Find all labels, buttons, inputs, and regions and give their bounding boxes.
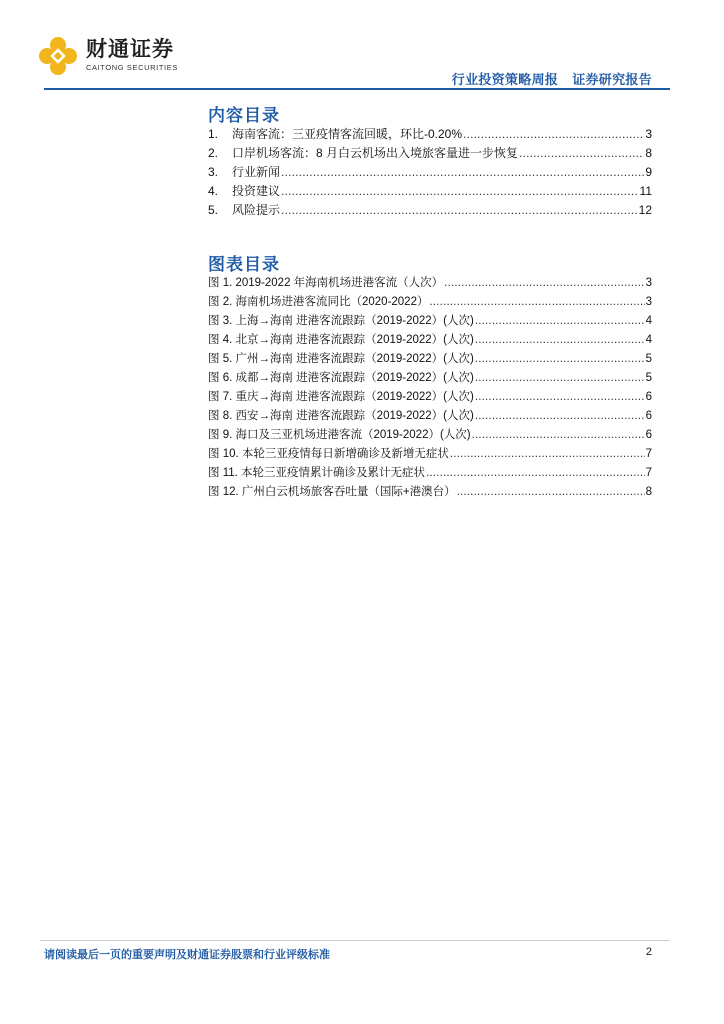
toc-entry-label: 行业新闻 — [232, 165, 281, 179]
figure-entry[interactable] — [208, 388, 652, 407]
dot-leader — [475, 369, 645, 388]
figure-entry-label: 图 11. 本轮三亚疫情累计确诊及累计无症状 — [208, 467, 426, 479]
figure-entry-page: 3 — [645, 277, 652, 289]
header-divider — [44, 88, 670, 90]
page-number: 2 — [645, 946, 652, 958]
footer-disclaimer: 请阅读最后一页的重要声明及财通证券股票和行业评级标准 — [44, 949, 330, 961]
figure-entry-page: 6 — [645, 429, 652, 441]
figure-entry-label: 图 10. 本轮三亚疫情每日新增确诊及新增无症状 — [208, 448, 449, 460]
figure-entry-page: 6 — [645, 391, 652, 403]
dot-leader — [281, 182, 639, 201]
toc-entry-number: 2. — [208, 146, 219, 160]
caitong-logo-icon — [38, 36, 78, 76]
dot-leader — [475, 331, 645, 350]
figure-entry-label: 图 6. 成都→海南 进港客流跟踪（2019-2022）(人次) — [208, 372, 474, 384]
figure-entry-page: 4 — [645, 315, 652, 327]
figure-entry-label: 图 5. 广州→海南 进港客流跟踪（2019-2022）(人次) — [208, 353, 474, 365]
figures-title: 图表目录 — [208, 255, 280, 274]
toc-entry-page: 11 — [639, 184, 652, 198]
toc-entry-label: 风险提示 — [232, 203, 281, 217]
dot-leader — [472, 426, 645, 445]
toc-entry-label: 口岸机场客流：8 月白云机场出入境旅客量进一步恢复 — [232, 146, 519, 160]
figure-entry-page: 7 — [645, 467, 652, 479]
figure-entry-label: 图 4. 北京→海南 进港客流跟踪（2019-2022）(人次) — [208, 334, 474, 346]
dot-leader — [281, 163, 644, 182]
dot-leader — [281, 201, 638, 220]
contents-title: 内容目录 — [208, 106, 280, 125]
figure-entry[interactable] — [208, 445, 652, 464]
toc-entry-number: 4. — [208, 184, 219, 198]
figure-entry[interactable] — [208, 274, 652, 293]
toc-entry-page: 8 — [645, 146, 652, 160]
figure-entry-label: 图 12. 广州白云机场旅客吞吐量（国际+港澳台） — [208, 486, 456, 498]
company-logo — [38, 36, 178, 76]
toc-entry[interactable] — [208, 163, 652, 182]
figure-entry-label: 图 2. 海南机场进港客流同比（2020-2022） — [208, 296, 429, 308]
figure-entry[interactable] — [208, 426, 652, 445]
toc-entry-label: 海南客流：三亚疫情客流回暖，环比-0.20% — [232, 127, 463, 141]
dot-leader — [475, 350, 645, 369]
dot-leader — [426, 464, 645, 483]
contents-list — [208, 125, 652, 220]
dot-leader — [475, 407, 645, 426]
figure-entry[interactable] — [208, 407, 652, 426]
dot-leader — [519, 144, 644, 163]
figure-entry-label: 图 1. 2019-2022 年海南机场进港客流（人次） — [208, 277, 444, 289]
figure-entry[interactable] — [208, 369, 652, 388]
figure-entry-label: 图 3. 上海→海南 进港客流跟踪（2019-2022）(人次) — [208, 315, 474, 327]
toc-entry[interactable] — [208, 125, 652, 144]
toc-entry-number: 5. — [208, 203, 219, 217]
figure-entry[interactable] — [208, 293, 652, 312]
figure-entry-page: 6 — [645, 410, 652, 422]
toc-entry-label: 投资建议 — [232, 184, 281, 198]
figure-entry[interactable] — [208, 483, 652, 502]
dot-leader — [475, 388, 645, 407]
report-category: 行业投资策略周报 — [451, 72, 559, 87]
figure-entry[interactable] — [208, 464, 652, 483]
figures-list — [208, 274, 652, 502]
figure-entry[interactable] — [208, 350, 652, 369]
dot-leader — [429, 293, 644, 312]
figure-entry-label: 图 8. 西安→海南 进港客流跟踪（2019-2022）(人次) — [208, 410, 474, 422]
toc-entry-page: 3 — [645, 127, 652, 141]
dot-leader — [457, 483, 645, 502]
figure-entry-label: 图 9. 海口及三亚机场进港客流（2019-2022）(人次) — [208, 429, 471, 441]
figure-entry-page: 3 — [645, 296, 652, 308]
dot-leader — [475, 312, 645, 331]
report-type: 证券研究报告 — [572, 72, 652, 87]
figure-entry[interactable] — [208, 312, 652, 331]
brand-name-cn: 财通证券 — [86, 38, 174, 61]
figure-entry-page: 4 — [645, 334, 652, 346]
dot-leader — [450, 445, 645, 464]
toc-entry-number: 1. — [208, 127, 219, 141]
toc-entry-page: 12 — [638, 203, 652, 217]
toc-entry[interactable] — [208, 201, 652, 220]
dot-leader — [463, 125, 644, 144]
toc-entry[interactable] — [208, 182, 652, 201]
toc-entry-page: 9 — [645, 165, 652, 179]
report-header — [452, 69, 652, 88]
footer-divider — [40, 940, 670, 941]
figure-entry-label: 图 7. 重庆→海南 进港客流跟踪（2019-2022）(人次) — [208, 391, 474, 403]
figure-entry[interactable] — [208, 331, 652, 350]
figure-entry-page: 5 — [645, 372, 652, 384]
brand-name-en: CAITONG SECURITIES — [86, 63, 178, 72]
dot-leader — [444, 274, 644, 293]
figure-entry-page: 7 — [645, 448, 652, 460]
figure-entry-page: 5 — [645, 353, 652, 365]
figure-entry-page: 8 — [645, 486, 652, 498]
toc-entry[interactable] — [208, 144, 652, 163]
toc-entry-number: 3. — [208, 165, 219, 179]
